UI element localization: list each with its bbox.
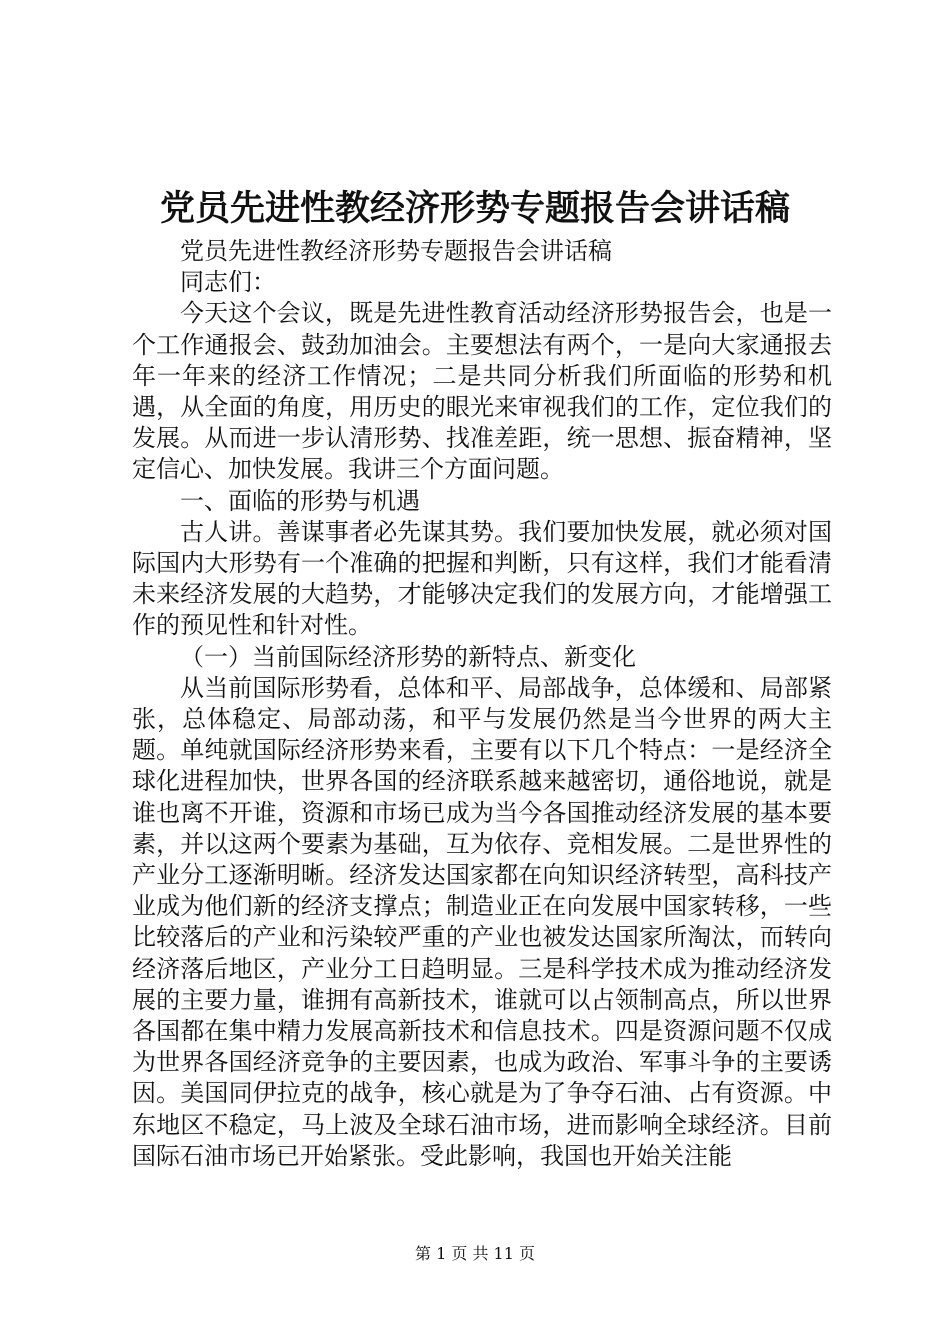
document-title: 党员先进性教经济形势专题报告会讲话稿 xyxy=(159,188,790,229)
body-paragraph: 从当前国际形势看，总体和平、局部战争，总体缓和、局部紧张，总体稳定、局部动荡，和平与发展仍然是当今世界的两大主题。单纯就国际经济形势来看，主要有以下几个特点：一是经济全球化进程加快，世界各国的经济联系越来越密切，通俗地说，就是谁也离不开谁，资源和市场已成为当今各国推动经济发展的基本要素，并以这两个要素为基础，互为依存、竞相发展。二是世界性的产业分工逐渐明晰。经济发达国家都在向知识经济转型，高科技产业成为他们新的经济支撑点；制造业正在向发展中国家转移，一些比较落后的产业和污染较严重的产业也被发达国家所淘汰，而转向经济落后地区，产业分工日趋明显。三是科学技术成为推动经济发展的主要力量，谁拥有高新技术，谁就可以占领制高点，所以世界各国都在集中精力发展高新技术和信息技术。四是资源问题不仅成为世界各国经济竞争的主要因素，也成为政治、军事斗争的主要诱因。美国同伊拉克的战争，核心就是为了争夺石油、占有资源。中东地区不稳定，马上波及全球石油市场，进而影响全球经济。目前国际石油市场已开始紧张。受此影响，我国也开始关注能 xyxy=(132,673,832,1170)
salutation-paragraph: 同志们： xyxy=(180,268,276,297)
subsection-heading-1: （一）当前国际经济形势的新特点、新变化 xyxy=(180,642,636,671)
page-footer: 第 1 页 共 11 页 xyxy=(415,1244,535,1263)
document-body xyxy=(132,236,832,1172)
subtitle-paragraph: 党员先进性教经济形势专题报告会讲话稿 xyxy=(180,237,612,265)
section-heading-1: 一、面临的形势与机遇 xyxy=(180,486,420,515)
body-paragraph: 古人讲。善谋事者必先谋其势。我们要加快发展，就必须对国际国内大形势有一个准确的把握和判断，只有这样，我们才能看清未来经济发展的大趋势，才能够决定我们的发展方向，才能增强工作的预见性和针对性。 xyxy=(132,517,832,640)
intro-paragraph: 今天这个会议，既是先进性教育活动经济形势报告会，也是一个工作通报会、鼓劲加油会。主要想法有两个，一是向大家通报去年一年来的经济工作情况；二是共同分析我们所面临的形势和机遇，从全面的角度，用历史的眼光来审视我们的工作，定位我们的发展。从而进一步认清形势、找准差距，统一思想、振奋精神，坚定信心、加快发展。我讲三个方面问题。 xyxy=(132,299,832,484)
